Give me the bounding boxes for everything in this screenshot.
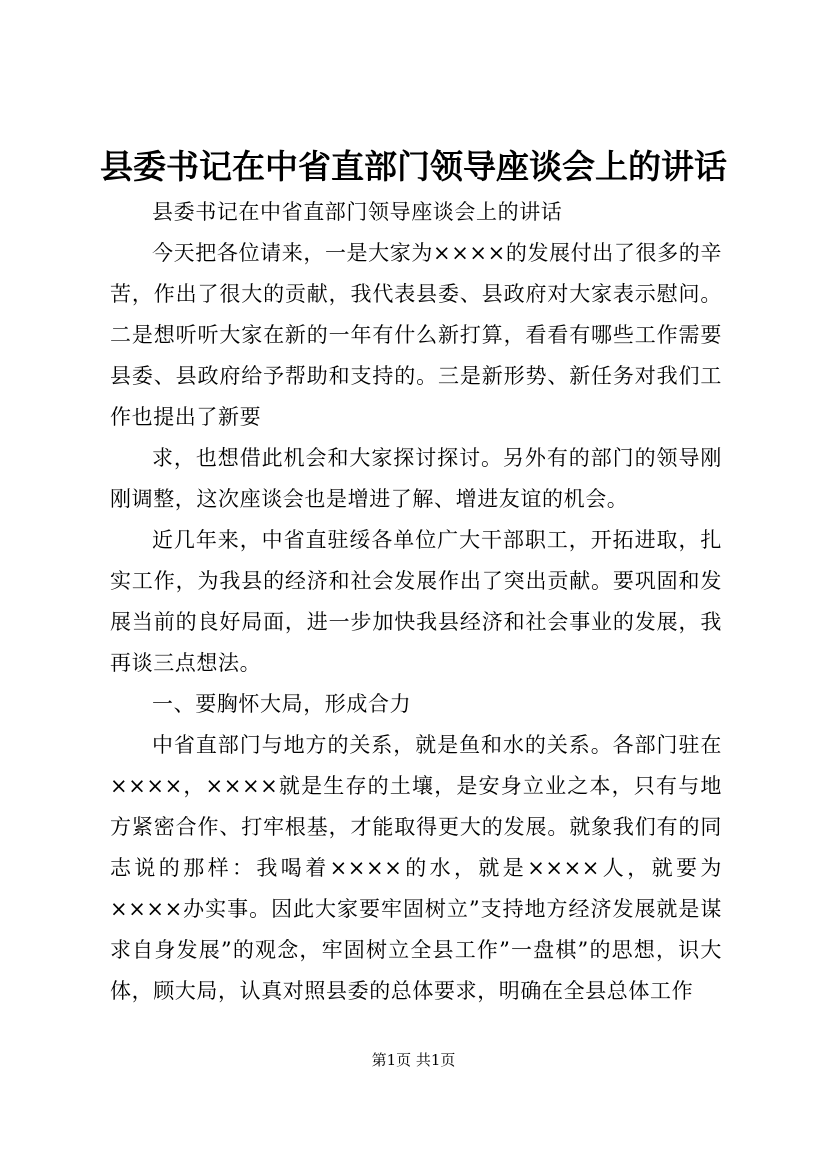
paragraph-recent-years: 近几年来，中省直驻绥各单位广大干部职工，开拓进取，扎实工作，为我县的经济和社会发展作出了突出贡献。要巩固和发展当前的良好局面，进一步加快我县经济和社会事业的发展，我再谈三点想法。 [110,528,722,675]
page-footer: 第1页 共1页 [371,1051,456,1069]
paragraph-fish-water: 中省直部门与地方的关系，就是鱼和水的关系。各部门驻在××××，××××就是生存的土壤，是安身立业之本，只有与地方紧密合作、打牢根基，才能取得更大的发展。就象我们有的同志说的那样：我喝着××××的水，就是××××人，就要为××××办实事。因此大家要牢固树立”支持地方经济发展就是谋求自身发展”的观念，牢固树立全县工作”一盘棋”的思想，识大体，顾大局，认真对照县委的总体要求，明确在全县总体工作 [110,733,722,1003]
paragraph-continuation: 求，也想借此机会和大家探讨探讨。另外有的部门的领导刚刚调整，这次座谈会也是增进了解、增进友谊的机会。 [110,446,722,511]
section-heading-1: 一、要胸怀大局，形成合力 [152,692,412,716]
paragraph-subtitle: 县委书记在中省直部门领导座谈会上的讲话 [152,200,563,224]
document-title: 县委书记在中省直部门领导座谈会上的讲话 [100,147,727,186]
paragraph-greeting: 今天把各位请来，一是大家为××××的发展付出了很多的辛苦，作出了很大的贡献，我代表县委、县政府对大家表示慰问。二是想听听大家在新的一年有什么新打算，看看有哪些工作需要县委、县政府给予帮助和支持的。三是新形势、新任务对我们工作也提出了新要 [110,241,722,429]
document-body [110,192,722,1012]
